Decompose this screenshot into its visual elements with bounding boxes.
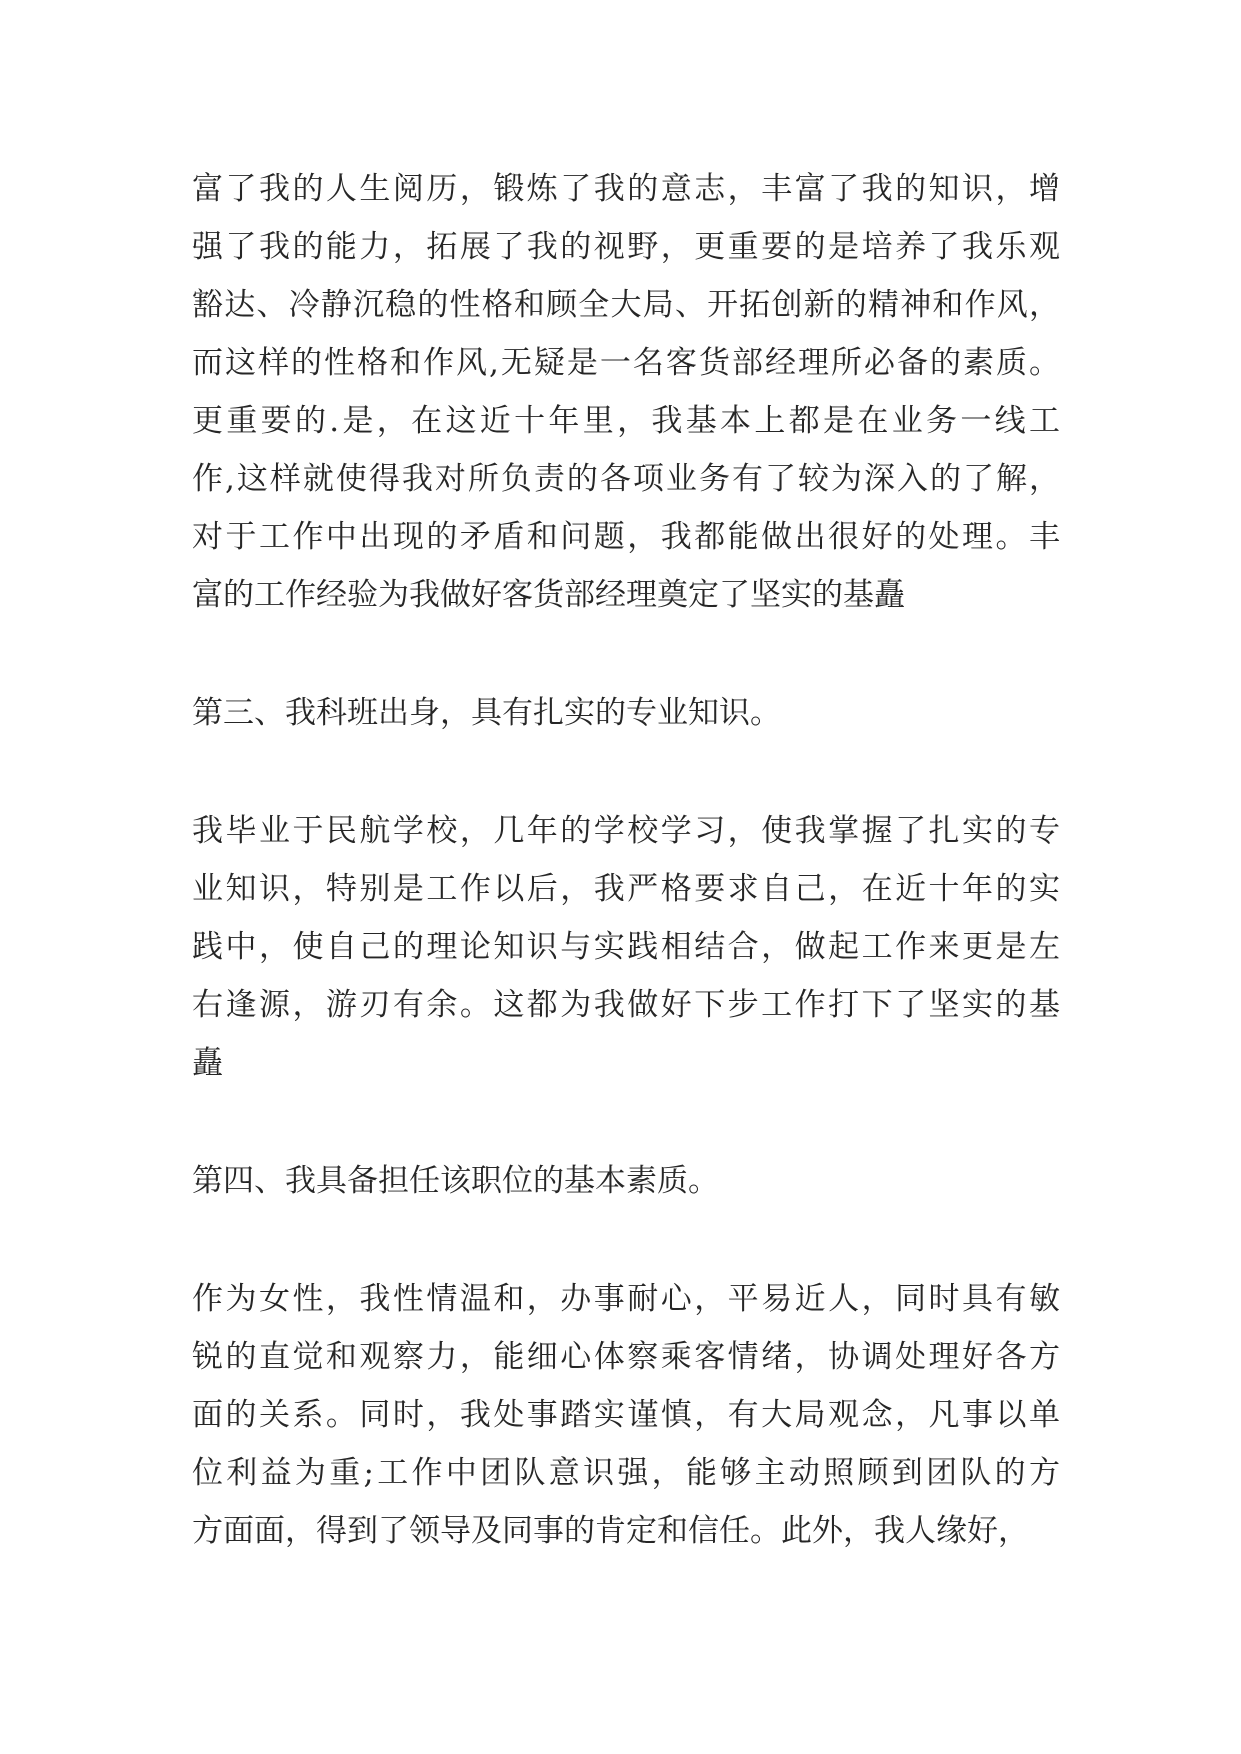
text-line: 富的工作经验为我做好客货部经理奠定了坚实的基矗	[192, 577, 905, 613]
text-line: 作,这样就使得我对所负责的各项业务有了较为深入的了解，	[192, 461, 1060, 497]
text-line: 践中，使自己的理论知识与实践相结合，做起工作来更是左	[192, 929, 1060, 965]
text-line: 富了我的人生阅历，锻炼了我的意志，丰富了我的知识，增	[192, 171, 1060, 207]
document-body	[192, 160, 1060, 1560]
text-line: 强了我的能力，拓展了我的视野，更重要的是培养了我乐观	[192, 229, 1060, 265]
paragraph-qualities	[192, 1270, 1060, 1560]
text-line: 右逢源，游刃有余。这都为我做好下步工作打下了坚实的基	[192, 987, 1060, 1023]
text-line: 方面面，得到了领导及同事的肯定和信任。此外，我人缘好，	[192, 1513, 1029, 1549]
text-line: 面的关系。同时，我处事踏实谨慎，有大局观念，凡事以单	[192, 1397, 1060, 1433]
text-line: 而这样的性格和作风,无疑是一名客货部经理所必备的素质。	[192, 345, 1060, 381]
heading-third-point	[192, 684, 1060, 742]
heading-fourth-point	[192, 1152, 1060, 1210]
text-line: 作为女性，我性情温和，办事耐心，平易近人，同时具有敏	[192, 1281, 1060, 1317]
section-heading: 第四、我具备担任该职位的基本素质。	[192, 1163, 719, 1199]
text-line: 对于工作中出现的矛盾和问题，我都能做出很好的处理。丰	[192, 519, 1060, 555]
paragraph-experience	[192, 160, 1060, 624]
text-line: 我毕业于民航学校，几年的学校学习，使我掌握了扎实的专	[192, 813, 1060, 849]
text-line: 业知识，特别是工作以后，我严格要求自己，在近十年的实	[192, 871, 1060, 907]
text-line: 锐的直觉和观察力，能细心体察乘客情绪，协调处理好各方	[192, 1339, 1060, 1375]
text-line: 位利益为重;工作中团队意识强，能够主动照顾到团队的方	[192, 1455, 1060, 1491]
text-line: 更重要的.是，在这近十年里，我基本上都是在业务一线工	[192, 403, 1060, 439]
text-line: 矗	[192, 1045, 223, 1081]
section-heading: 第三、我科班出身，具有扎实的专业知识。	[192, 695, 781, 731]
text-line: 豁达、冷静沉稳的性格和顾全大局、开拓创新的精神和作风，	[192, 287, 1060, 323]
paragraph-education	[192, 802, 1060, 1092]
